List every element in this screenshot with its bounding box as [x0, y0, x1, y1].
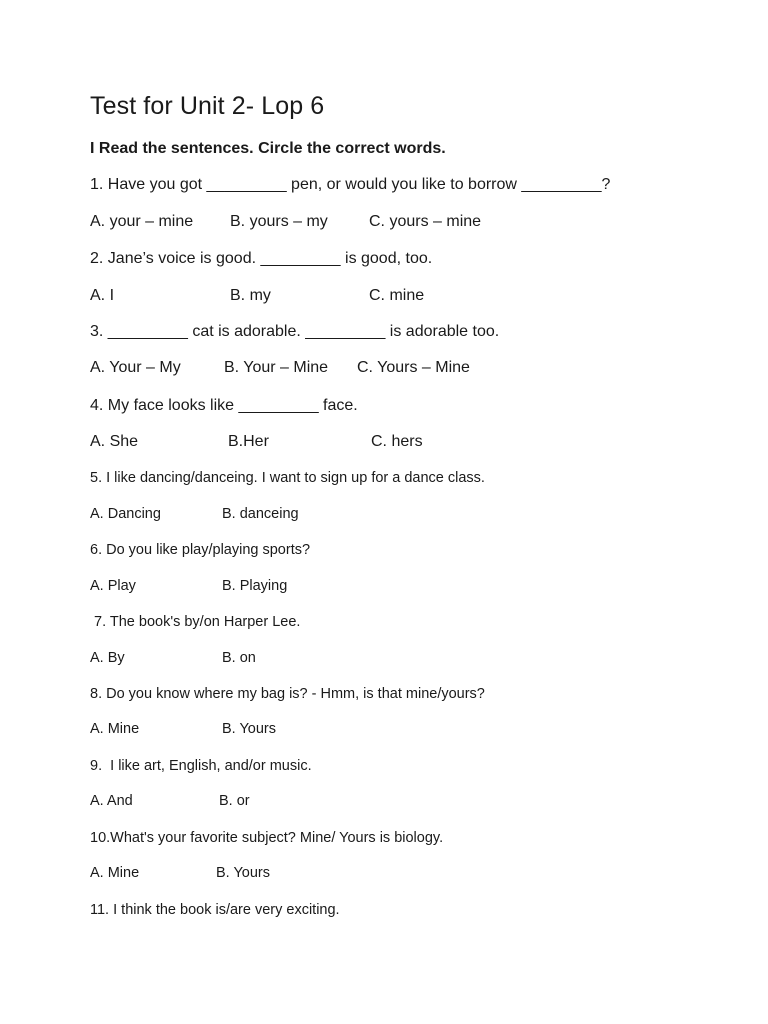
- question-1-option-a: A. your – mine: [90, 213, 194, 230]
- question-6-option-a: A. Play: [90, 578, 136, 594]
- question-1: 1. Have you got _________ pen, or would you like to borrow _________?: [90, 176, 611, 193]
- question-5-option-a: A. Dancing: [90, 506, 161, 522]
- question-8-option-a: A. Mine: [90, 721, 140, 737]
- question-7: 7. The book's by/on Harper Lee.: [94, 614, 301, 630]
- question-2-option-b: B. my: [230, 287, 271, 304]
- question-9: 9. I like art, English, and/or music.: [90, 758, 312, 774]
- question-5-option-b: B. danceing: [222, 506, 299, 522]
- question-3: 3. _________ cat is adorable. _________ is adorable too.: [90, 323, 500, 340]
- question-8: 8. Do you know where my bag is? - Hmm, is that mine/yours?: [90, 686, 485, 702]
- question-4-option-c: C. hers: [371, 433, 423, 450]
- question-2-option-c: C. mine: [369, 287, 425, 304]
- question-9-option-b: B. or: [219, 793, 250, 809]
- question-10: 10.What's your favorite subject? Mine/ Yours is biology.: [90, 830, 444, 846]
- question-6-option-b: B. Playing: [222, 578, 288, 594]
- instruction-heading: I Read the sentences. Circle the correct words.: [90, 140, 446, 157]
- question-2: 2. Jane’s voice is good. _________ is good, too.: [90, 250, 433, 267]
- question-7-option-b: B. on: [222, 650, 256, 666]
- question-3-option-b: B. Your – Mine: [224, 359, 329, 376]
- page-title: Test for Unit 2- Lop 6: [90, 92, 325, 120]
- question-5: 5. I like dancing/danceing. I want to sign up for a dance class.: [90, 470, 485, 486]
- question-2-option-a: A. I: [90, 287, 115, 304]
- question-8-option-b: B. Yours: [222, 721, 277, 737]
- question-1-option-b: B. yours – my: [230, 213, 328, 230]
- question-4-option-b: B.Her: [228, 433, 269, 450]
- question-3-option-a: A. Your – My: [90, 359, 181, 376]
- question-10-option-a: A. Mine: [90, 865, 140, 881]
- question-1-option-c: C. yours – mine: [369, 213, 482, 230]
- question-9-option-a: A. And: [90, 793, 133, 809]
- question-10-option-b: B. Yours: [216, 865, 271, 881]
- question-11: 11. I think the book is/are very exciting.: [90, 902, 340, 918]
- question-4: 4. My face looks like _________ face.: [90, 397, 358, 414]
- question-3-option-c: C. Yours – Mine: [357, 359, 470, 376]
- question-7-option-a: A. By: [90, 650, 125, 666]
- question-4-option-a: A. She: [90, 433, 139, 450]
- question-6: 6. Do you like play/playing sports?: [90, 542, 311, 558]
